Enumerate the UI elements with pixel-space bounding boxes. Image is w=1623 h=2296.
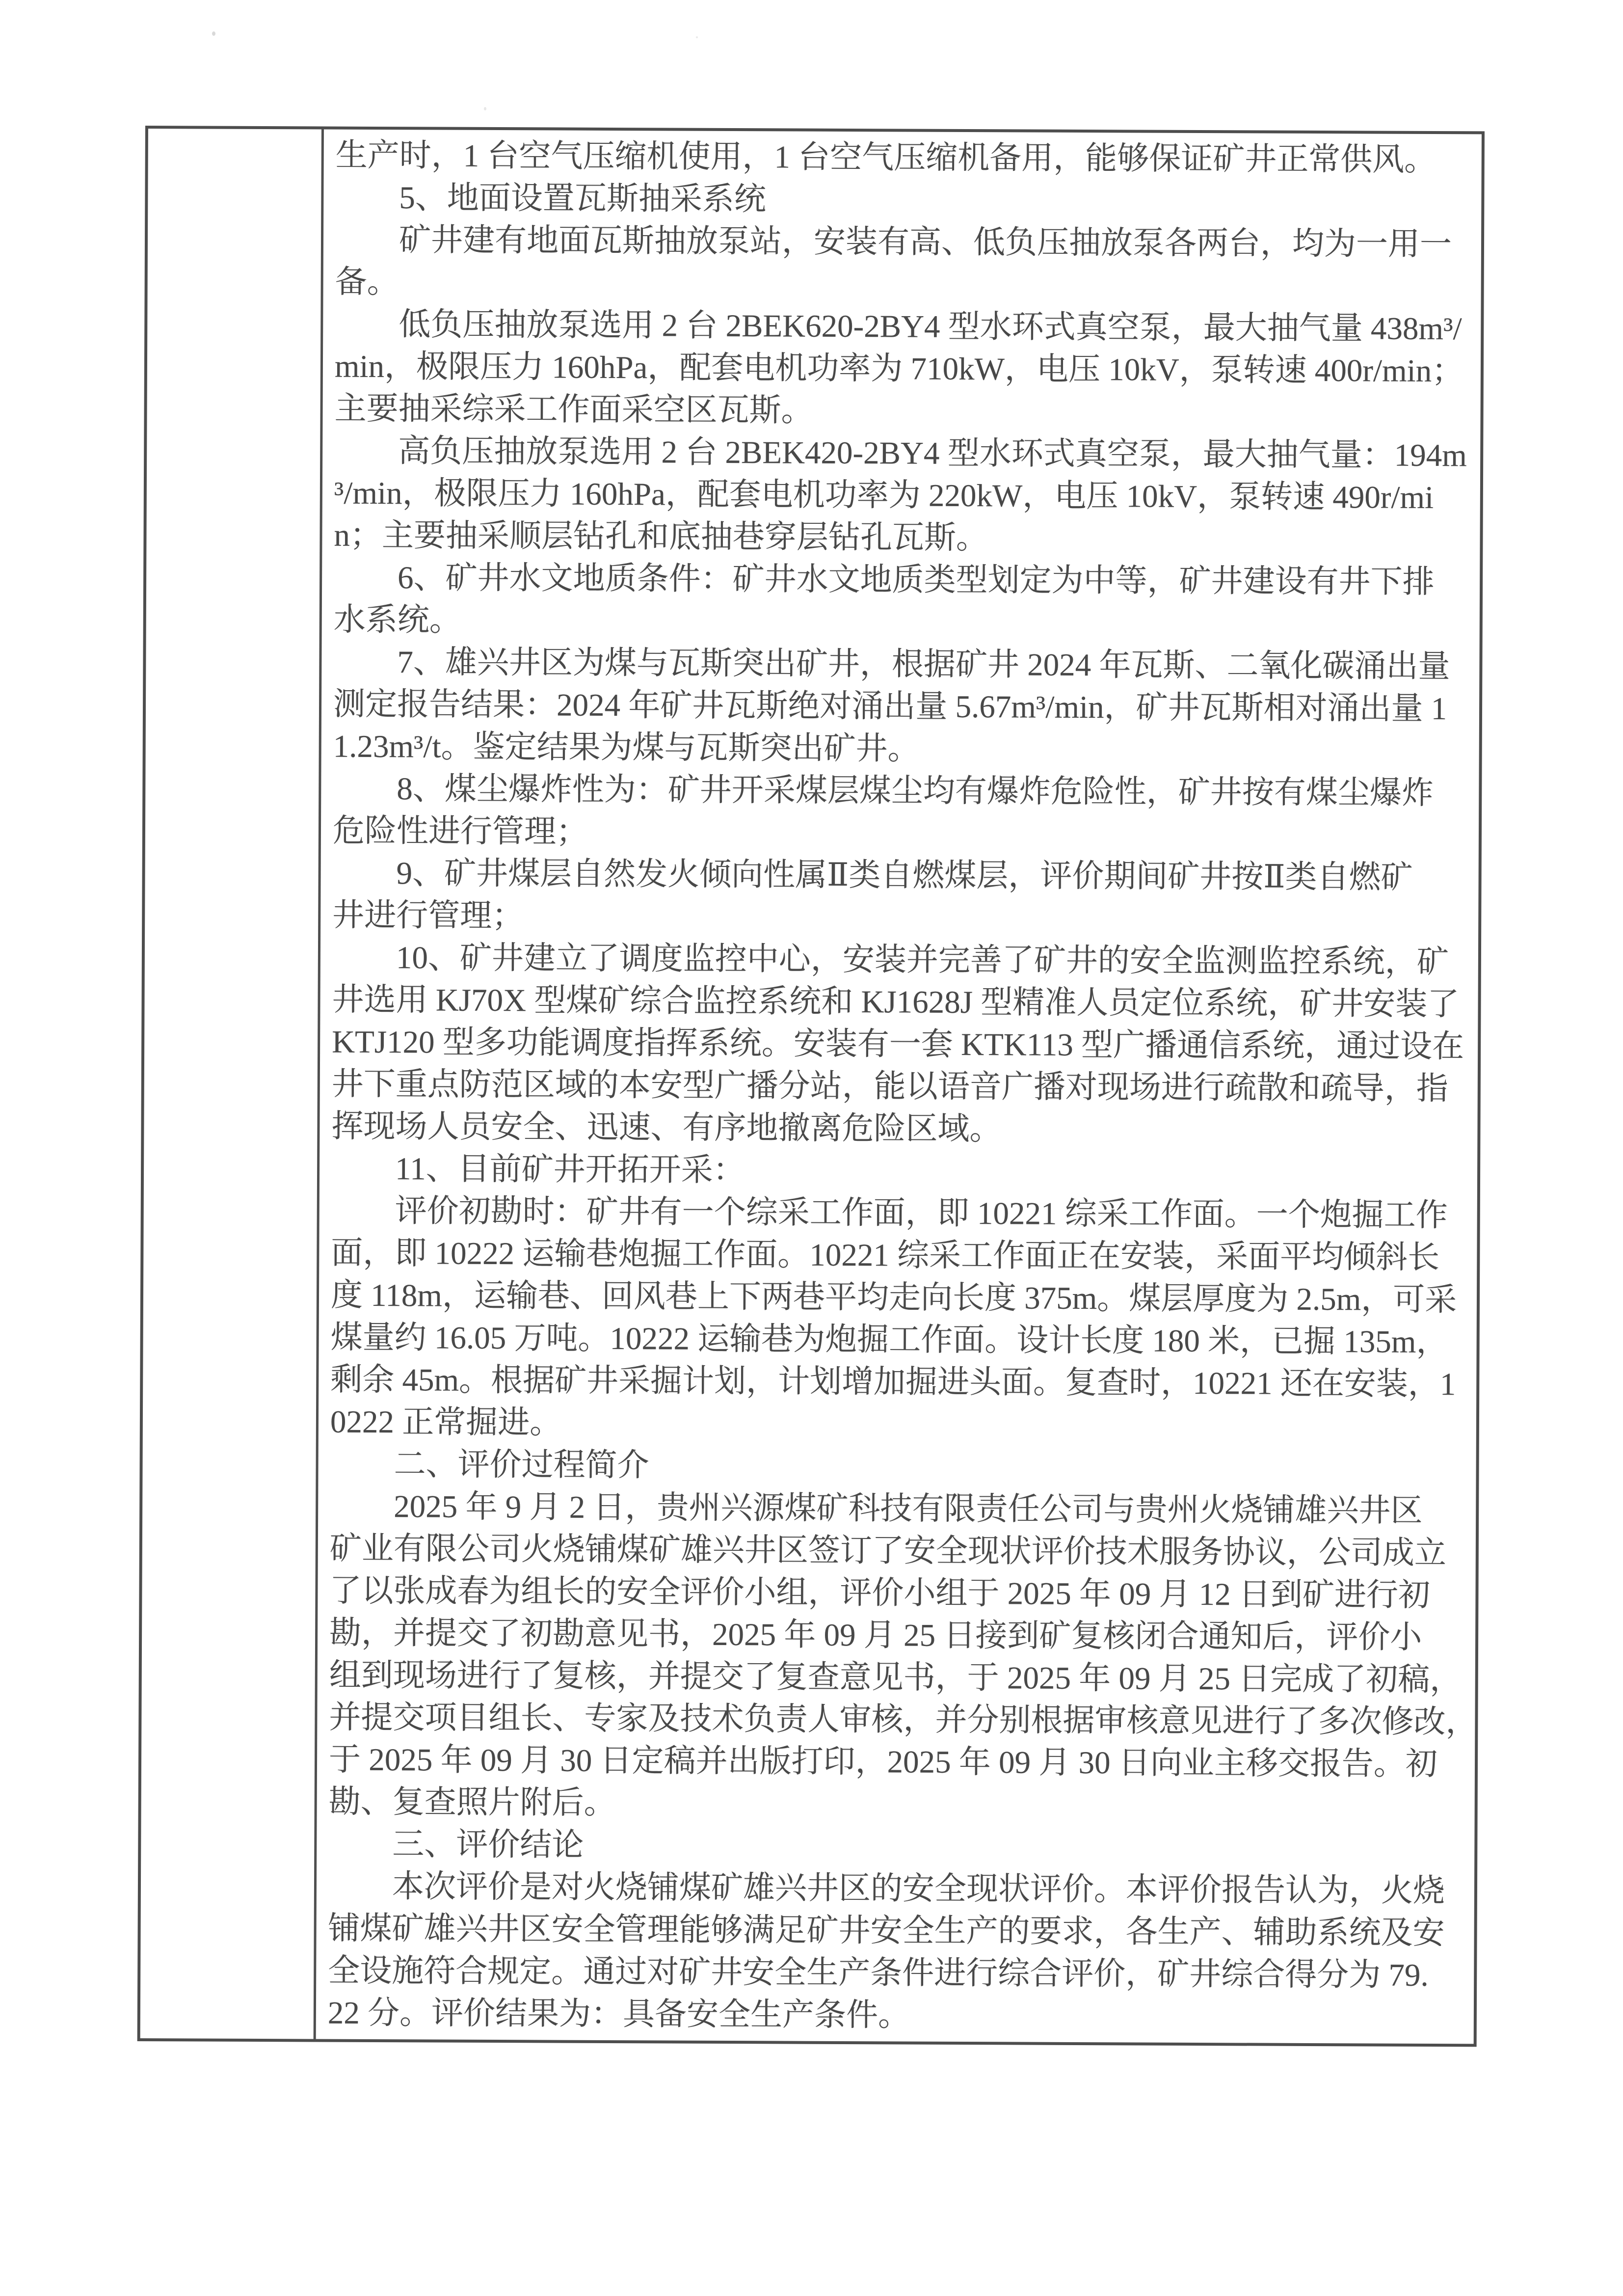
text-line: 2025 年 9 月 2 日，贵州兴源煤矿科技有限责任公司与贵州火烧铺雄兴井区 [394,1489,1423,1529]
text-line: 备。 [335,264,399,300]
scan-speck [484,107,486,110]
text-line: 主要抽采综采工作面采空区瓦斯。 [334,391,813,429]
text-line: 了以张成春为组长的安全评价小组，评价小组于 2025 年 09 月 12 日到矿进行初 [329,1573,1431,1613]
table-content-cell [316,130,1482,2044]
text-line: 全设施符合规定。通过对矿井安全生产条件进行综合评价，矿井综合得分为 79. [328,1953,1429,1993]
text-line: 水系统。 [333,602,461,638]
text-line: ³/min，极限压力 160hPa，配套电机功率为 220kW，电压 10kV，泵转速 490r/mi [334,475,1434,516]
text-line: 危险性进行管理； [332,813,588,850]
text-line: 7、雄兴井区为煤与瓦斯突出矿井，根据矿井 2024 年瓦斯、二氧化碳涌出量 [397,645,1450,685]
text-line: 5、地面设置瓦斯抽采系统 [399,180,767,217]
text-line: 低负压抽放泵选用 2 台 2BEK620-2BY4 型水环式真空泵，最大抽气量 438m³/ [399,307,1462,347]
text-line: 矿井建有地面瓦斯抽放泵站，安装有高、低负压抽放泵各两台，均为一用一 [399,222,1452,263]
text-line: 评价初勘时：矿井有一个综采工作面，即 10221 综采工作面。一个炮掘工作 [395,1193,1448,1234]
text-line: 6、矿井水文地质条件：矿井水文地质类型划定为中等，矿井建设有井下排 [397,560,1435,600]
text-line: 8、煤尘爆炸性为：矿井开采煤层煤尘均有爆炸危险性，矿井按有煤尘爆炸 [397,771,1434,811]
text-line: 并提交项目组长、专家及技术负责人审核，并分别根据审核意见进行了多次修改， [329,1700,1478,1740]
text-line: 22 分。评价结果为：具备安全生产条件。 [327,1995,910,2033]
text-line: 煤量约 16.05 万吨。10222 运输巷为炮掘工作面。设计长度 180 米，已掘 135m， [330,1320,1448,1360]
scan-speck [212,31,215,36]
text-line: 井进行管理； [332,897,524,934]
text-line: n；主要抽采顺层钻孔和底抽巷穿层钻孔瓦斯。 [334,517,988,556]
text-line: 井下重点防范区域的本安型广播分站，能以语音广播对现场进行疏散和疏导，指 [331,1066,1448,1107]
text-line: 9、矿井煤层自然发火倾向性属Ⅱ类自燃煤层，评价期间矿井按Ⅱ类自燃矿 [396,856,1413,895]
text-line: 勘，并提交了初勘意见书，2025 年 09 月 25 日接到矿复核闭合通知后，评价小 [329,1615,1422,1655]
text-line: 铺煤矿雄兴井区安全管理能够满足矿井安全生产的要求，各生产、辅助系统及安 [328,1911,1445,1951]
text-line: 11、目前矿井开拓开采： [395,1151,745,1189]
text-line: KTJ120 型多功能调度指挥系统。安装有一套 KTK113 型广播通信系统，通过设在 [332,1024,1464,1065]
text-line: 矿业有限公司火烧铺煤矿雄兴井区签订了安全现状评价技术服务协议，公司成立 [329,1531,1447,1571]
text-line: 剩余 45m。根据矿井采掘计划，计划增加掘进头面。复查时，10221 还在安装，1 [330,1362,1456,1403]
text-line: 挥现场人员安全、迅速、有序地撤离危险区域。 [331,1108,1002,1147]
text-line: 1.23m³/t。鉴定结果为煤与瓦斯突出矿井。 [333,729,920,767]
text-line: 于 2025 年 09 月 30 日定稿并出版打印，2025 年 09 月 30 日向业主移交报告。初 [328,1742,1437,1783]
text-line: 勘、复查照片附后。 [328,1784,616,1821]
scan-speck [696,36,698,38]
text-line: 生产时，1 台空气压缩机使用，1 台空气压缩机备用，能够保证矿井正常供风。 [335,137,1437,178]
text-line: 本次评价是对火烧铺煤矿雄兴井区的安全现状评价。本评价报告认为，火烧 [392,1869,1445,1909]
section-title-line: 三、评价结论 [392,1827,584,1863]
text-line: 0222 正常掘进。 [330,1404,562,1441]
text-line: 测定报告结果：2024 年矿井瓦斯绝对涌出量 5.67m³/min，矿井瓦斯相对涌出量 1 [333,686,1447,727]
text-line: 度 118m，运输巷、回风巷上下两巷平均走向长度 375m。煤层厚度为 2.5m，可采 [330,1277,1457,1318]
text-line: min，极限压力 160hPa，配套电机功率为 710kW，电压 10kV，泵转速 400r/min； [334,349,1464,389]
section-title-line: 二、评价过程简介 [394,1447,649,1484]
text-line: 10、矿井建立了调度监控中心，安装并完善了矿井的安全监测监控系统，矿 [396,940,1449,980]
report-table [137,126,1485,2047]
text-line: 高负压抽放泵选用 2 台 2BEK420-2BY4 型水环式真空泵，最大抽气量：194m [398,433,1467,474]
text-line: 面，即 10222 运输巷炮掘工作面。10221 综采工作面正在安装，采面平均倾斜长 [331,1235,1440,1276]
text-line: 组到现场进行了复核，并提交了复查意见书，于 2025 年 09 月 25 日完成了初稿， [329,1657,1462,1698]
text-line: 井选用 KJ70X 型煤矿综合监控系统和 KJ1628J 型精准人员定位系统，矿井安装了 [332,982,1460,1023]
table-left-empty-column [140,129,324,2039]
